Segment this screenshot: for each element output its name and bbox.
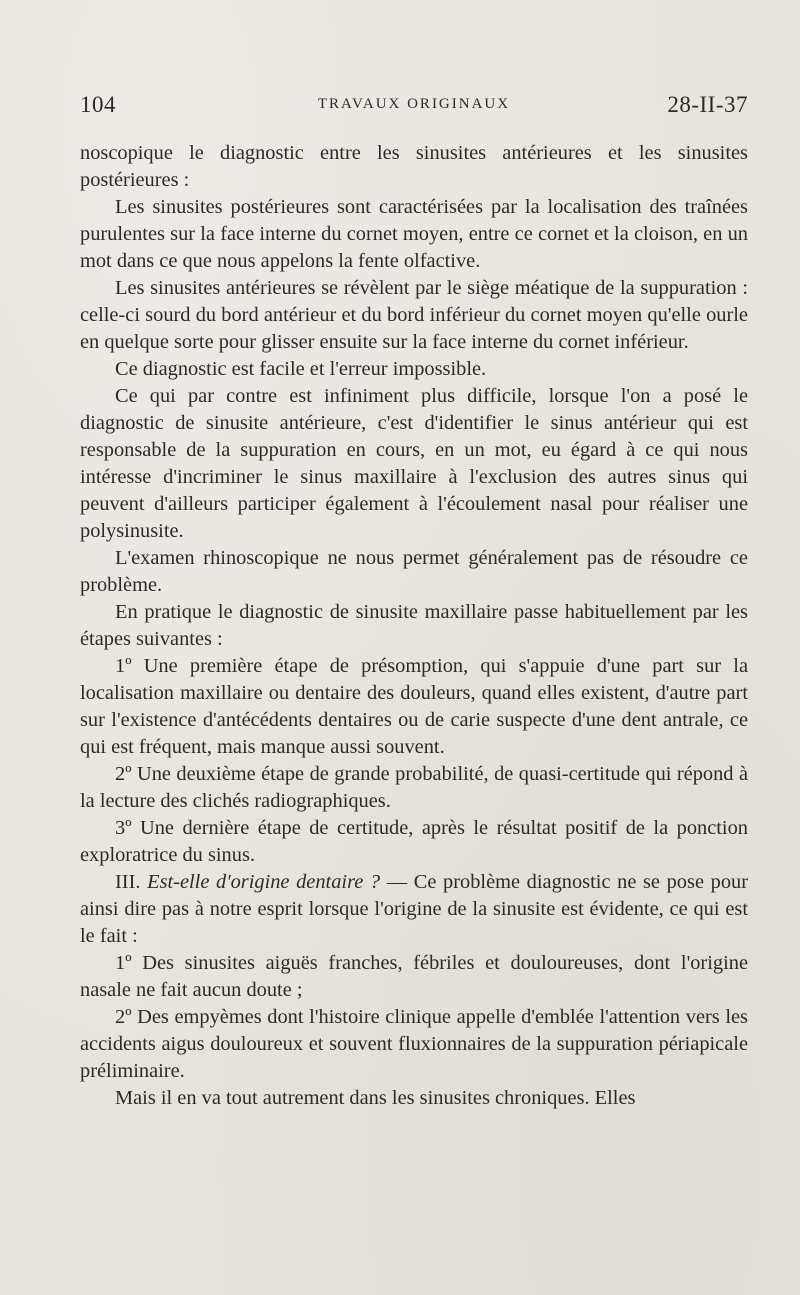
paragraph-anterior-sinusitis: Les sinusites antérieures se révèlent par le siège méatique de la suppuration : celle-ci sourd du bord antérieur et du bord inférieur du cornet moyen qu'elle ourle en quelque sorte pour glisser ensuite sur la face interne du cornet inférieur. bbox=[80, 277, 748, 353]
paragraph-rhinoscopic-exam: L'examen rhinoscopique ne nous permet généralement pas de résoudre ce problème. bbox=[80, 547, 748, 596]
paragraph-step-2: 2º Une deuxième étape de grande probabilité, de quasi-certitude qui répond à la lecture des clichés radiographiques. bbox=[80, 763, 748, 812]
issue-date: 28-II-37 bbox=[667, 92, 748, 117]
section-italic-title: Est-elle d'origine dentaire ? bbox=[147, 871, 381, 893]
paragraph-chronic-sinusitis: Mais il en va tout autrement dans les sinusites chroniques. Elles bbox=[115, 1087, 636, 1109]
paragraph-empyema: 2º Des empyèmes dont l'histoire clinique appelle d'emblée l'attention vers les accidents aigus douloureux et souvent fluxionnaires de la suppuration périapicale préliminaire. bbox=[80, 1006, 748, 1082]
paragraph-easy-diagnosis: Ce diagnostic est facile et l'erreur impossible. bbox=[115, 358, 487, 380]
paragraph-posterior-sinusitis: Les sinusites postérieures sont caractérisées par la localisation des traînées purulentes sur la face interne du cornet moyen, entre ce cornet et la cloison, en un mot dans ce que nous appelons la fente olfactive. bbox=[80, 196, 748, 272]
section-numeral: III. bbox=[115, 871, 141, 893]
paragraph-step-3: 3º Une dernière étape de certitude, après le résultat positif de la ponction exploratrice du sinus. bbox=[80, 817, 748, 866]
paragraph-acute-sinusitis: 1º Des sinusites aiguës franches, fébriles et douloureuses, dont l'origine nasale ne fait aucun doute ; bbox=[80, 952, 748, 1001]
page-number: 104 bbox=[80, 92, 116, 117]
paragraph-continuation: noscopique le diagnostic entre les sinusites antérieures et les sinusites postérieures : bbox=[80, 142, 748, 191]
running-head bbox=[80, 92, 748, 122]
section-text: — Ce problème diagnostic ne se pose pour ainsi dire pas à notre esprit lorsque l'origine de la sinusite est évidente, ce qui est le fait : bbox=[80, 871, 748, 947]
paragraph-difficulty: Ce qui par contre est infiniment plus difficile, lorsque l'on a posé le diagnostic de sinusite antérieure, c'est d'identifier le sinus antérieur qui est responsable de la suppuration en cours, en un mot, eu égard à ce qui nous intéresse d'incriminer le sinus maxillaire à l'exclusion des autres sinus qui peuvent d'ailleurs participer également à l'écoulement nasal pour réaliser une polysinusite. bbox=[80, 385, 748, 542]
paragraph-section-3 bbox=[80, 869, 748, 950]
body-text bbox=[80, 140, 748, 1112]
running-title: TRAVAUX ORIGINAUX bbox=[317, 96, 511, 112]
paragraph-step-1: 1º Une première étape de présomption, qui s'appuie d'une part sur la localisation maxillaire ou dentaire des douleurs, quand elles existent, d'autre part sur l'existence d'antécédents dentaires ou de carie suspecte d'une dent antrale, ce qui est fréquent, mais manque aussi souvent. bbox=[80, 655, 748, 758]
paragraph-in-practice: En pratique le diagnostic de sinusite maxillaire passe habituellement par les étapes suivantes : bbox=[80, 601, 748, 650]
